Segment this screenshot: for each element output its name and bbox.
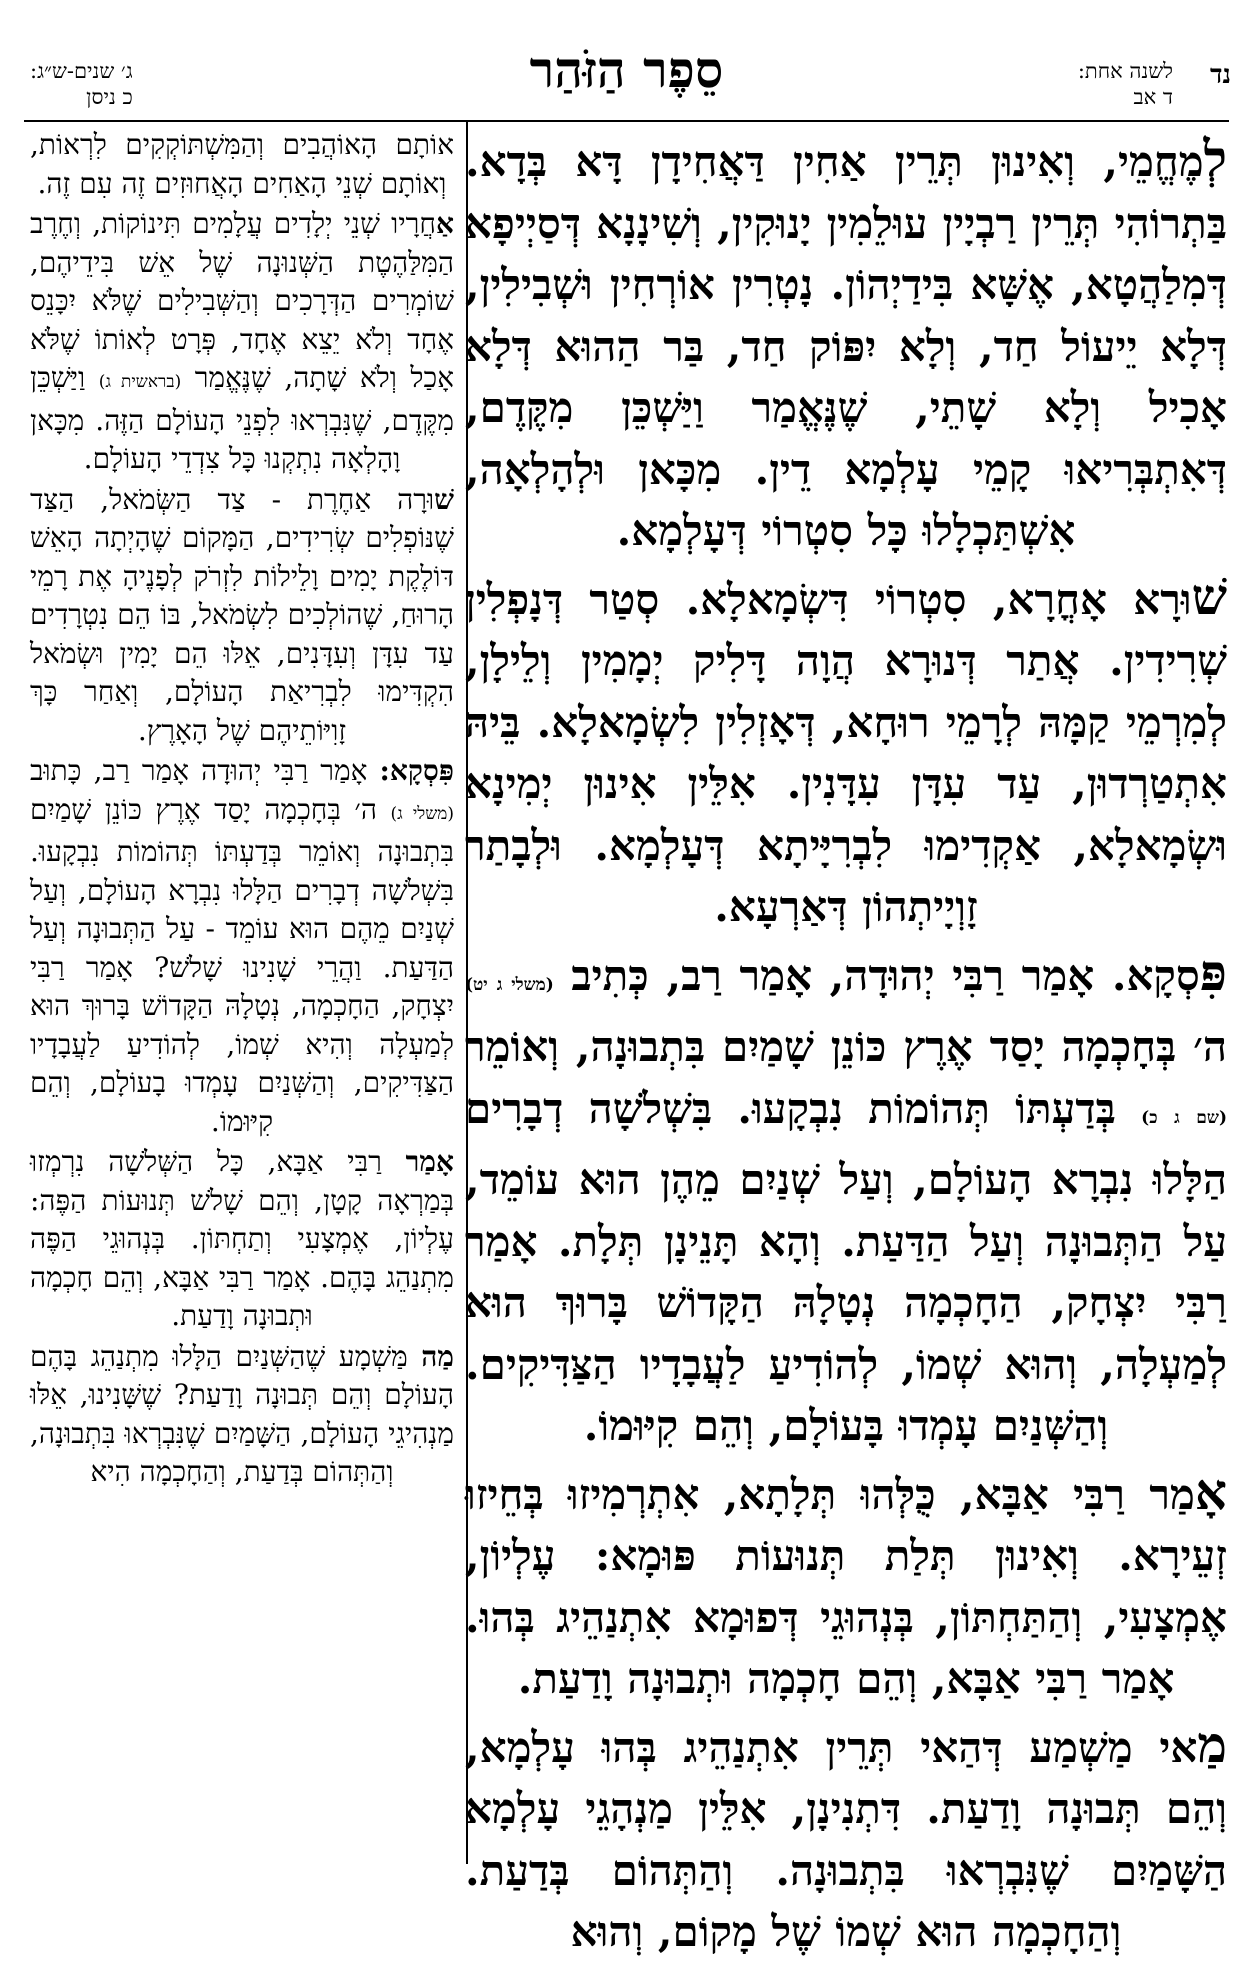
source-reference: (בראשית ג) — [98, 372, 182, 392]
translation-paragraph — [30, 126, 454, 203]
source-reference: (משלי ג) — [390, 803, 454, 824]
header-divider — [24, 120, 1229, 122]
paragraph-text: ה׳ בְּחָכְמָה יָסַד אֶרֶץ כּוֹנֵן שָׁמַיִם בִּתְבוּנָה, וְאוֹמֵר — [465, 1022, 1227, 1071]
paragraph-text: סְקָא. אָמַר רַבִּי יְהוּדָה, אָמַר רַב, כְּתִיב — [571, 950, 1200, 1000]
translation-paragraph — [30, 1338, 454, 1492]
main-paragraph — [465, 1461, 1227, 1710]
paragraph-opening: מַה — [421, 1339, 454, 1373]
paragraph-text: רַבִּי אַבָּא, כָּל הַשְּׁלֹשָׁה נִרְמְזוּ בְּמַרְאָה קָטָן, וְהֵם שָׁלֹשׁ תְּנוּעוֹת הַפֶּה: עֶלְיוֹן, אֶמְצָעִי וְתַחְתּוֹן. בְּנְהוּגֵי הַפֶּה מִתְנַהֵג בָּהֶם. אָמַר רַבִּי אַבָּא, וְהֵם חָכְמָה וּתְבוּנָה וָדַעַת. — [30, 1145, 454, 1332]
translation-paragraph — [30, 752, 454, 1141]
paragraph-text: מַר רַבִּי אַבָּא, כֻּלְּהוּ תְּלָתָא, אִתְרְמִיזוּ בְּחֵיזוּ זְעֵירָא. וְאִינוּן תְּלַת תְּנוּעוֹת פּוּמָא: עֶלְיוֹן, אֶמְצָעִי, וְהַתַּחְתּוֹן, בְּנְהוּגֵי דְּפוּמָא אִתְנַהֵיג בְּהוּ. אָמַר רַבִּי אַבָּא, וְהֵם חָכְמָה וּתְבוּנָה וָדַעַת. — [465, 1469, 1227, 1703]
main-text-column — [465, 128, 1227, 1956]
header-left-label-1: ג׳ שנים-ש״ג: — [30, 59, 133, 83]
paragraph-text: אוֹתָם הָאוֹהֲבִים וְהַמִּשְׁתּוֹקְקִים לִרְאוֹת, וְאוֹתָם שְׁנֵי הָאַחִים הָאֲחוּזִים זֶה עִם זֶה. — [30, 128, 454, 200]
source-reference: (שם ג כ) — [1141, 1107, 1227, 1128]
paragraph-text: וַיַּשְׁכֵּן מִקֶּדֶם, שֶׁנִּבְרְאוּ לִפְנֵי הָעוֹלָם הַזֶּה. מִכָּאן וָהָלְאָה נִתְקְנוּ כָּל צִדְדֵי הָעוֹלָם. — [30, 361, 454, 475]
paragraph-text: חֲרָיו שְׁנֵי יְלָדִים עֲלָמִים תִּינוֹקוֹת, וְחֶרֶב הַמִּלַּהֶטֶת הַשְּׁנוּנָה שֶׁל אֵשׁ בִּידֵיהֶם, שׁוֹמְרִים הַדְּרָכִים וְהַשְּׁבִילִים שֶׁלֹּא יִכָּנֵס אֶחָד וְלֹא יֵצֵא אֶחָד, פְּרָט לְאוֹתוֹ שֶׁלֹּא אָכַל וְלֹא שָׁתָה, שֶׁנֶּאֱמַר — [30, 207, 455, 394]
page-title: סֵפֶר הַזֹּהַר — [529, 40, 724, 99]
paragraph-text: וּרָה אַחֶרֶת - צַד הַשְּׂמֹאל, הַצַּד שֶׁנּוֹפְלִים שְׂרִידִים, הַמָּקוֹם שֶׁהָיְתָה הָאֵשׁ דּוֹלֶקֶת יָמִים וָלֵילוֹת לִזְרֹק לְפָנֶיהָ אֶת רָמֵי הָרוּחַ, שֶׁהוֹלְכִים לִשְׂמֹאל, בּוֹ הֵם נִטְרָדִים עַד עִדָּן וְעִדָּנִים, אֵלּוּ הֵם יָמִין וּשְׂמֹאל הִקְדִּימוּ לִבְרִיאַת הָעוֹלָם, וְאַחַר כָּךְ זָוִיּוֹתֵיהֶם שֶׁל הָאָרֶץ. — [30, 482, 454, 747]
paragraph-opening: אָמַר — [405, 1145, 454, 1178]
paragraph-opening: לְ — [1203, 129, 1227, 188]
paragraph-opening: מַ — [1197, 1714, 1227, 1774]
translation-paragraph — [30, 481, 454, 751]
header-left-label-2: כ ניסן — [86, 85, 133, 109]
paragraph-text: אי מַשְׁמַע דְּהַאי תְּרֵין אִתְנַהֵיג בְּהוּ עָלְמָא, וְהֵם תְּבוּנָה וָדַעַת. דִּתְנִינָן, אִלֵּין מַנְהָגֵי עָלְמָא הַשָּׁמַיִם שֶׁנִּבְרְאוּ בִּתְבוּנָה. וְהַתְּהוֹם בְּדַעַת. וְהַחָכְמָה הוּא שְׁמוֹ שֶׁל מָקוֹם, וְהוּא — [465, 1722, 1227, 1956]
paragraph-opening: פִּ — [1199, 942, 1227, 1002]
main-paragraph — [465, 942, 1227, 1457]
paragraph-opening: אָ — [1194, 1461, 1227, 1521]
header-right-label-1: לשנה אחת: — [1077, 59, 1173, 83]
translation-column — [30, 126, 454, 1870]
paragraph-text: ה׳ בְּחָכְמָה יָסַד אֶרֶץ כּוֹנֵן שָׁמַיִם בִּתְבוּנָה וְאוֹמֵר בְּדַעְתּוֹ תְּהוֹמוֹת נִבְקָעוּ. בִּשְׁלֹשָׁה דְבָרִים הַלָּלוּ נִבְרָא הָעוֹלָם, וְעַל שְׁנַיִם מֵהֶם הוּא עוֹמֵד - עַל הַתְּבוּנָה וְעַל הַדַּעַת. וַהֲרֵי שָׁנִינוּ שָׁלֹשׁ? אָמַר רַבִּי יִצְחָק, הַחָכְמָה, נְטָלָהּ הַקָּדוֹשׁ בָּרוּךְ הוּא לְמַעְלָה וְהִיא שְׁמוֹ, לְהוֹדִיעַ לַעֲבָדָיו הַצַּדִּיקִים, וְהַשְּׁנַיִם עָמְדוּ בָעוֹלָם, וְהֵם קִיּוּמוֹ. — [30, 792, 454, 1138]
paragraph-text: מֶחֱמֵי, וְאִינוּן תְּרֵין אַחִין דַּאֲחִידָן דָּא בְּדָא. בַּתְרוֹהִי תְּרֵין רַבְיָין עוּלֵמִין יָנוּקִין, וְשִׁינָנָא דְּסַיְיפָא דְּמִלַהֲטָא, אֶשָּׁא בִּידַיְהוֹן. נָטְרִין אוֹרְחִין וּשְׁבִילִין, דְּלָא יֵיעוֹל חַד, וְלָא יִפּוֹק חַד, בַּר הַהוּא דְּלָא אָכִיל וְלָא שָׁתֵי, שֶׁנֶּאֱמַר וַיַּשְׁכֵּן מִקֶּדֶם, דְּאִתְבְּרִיאוּ קָמֵי עָלְמָא דֵין. מִכָּאן וּלְהָלְאָה, אִשְׁתַּכְלָלוּ כָּל סִטְרוֹי דְּעָלְמָא. — [465, 137, 1227, 555]
main-paragraph — [465, 1714, 1227, 1963]
translation-paragraph — [30, 1143, 454, 1336]
paragraph-opening: שׁ — [1191, 566, 1227, 626]
paragraph-text: וּרָא אָחֳרָא, סִטְרוֹי דִּשְׂמָאלָא. סְטַר דְּנָפְלִין שְׁרִידִין. אֲתַר דְּנוּרָא הֲוָה דָּלִיק יְמָמִין וְלֵילָן, לְמִרְמֵי קַמָּהּ לְרָמֵי רוּחָא, דְּאָזְלִין לִשְׂמָאלָא. בֵּיהּ אִתְטַרְדוּן, עַד עִדָּן עִדָּנִין. אִלֵּין אִינוּן יְמִינָא וּשְׂמָאלָא, אַקְדִימוּ לִבְרִיָּיתָא דְּעָלְמָא. וּלְבָתַר זָוְיָיתְהוֹן דְּאַרְעָא. — [465, 574, 1227, 931]
header-left-labels — [30, 58, 133, 110]
paragraph-opening: שׁ — [434, 482, 454, 516]
header-right-label-2: ד אב — [1133, 85, 1173, 109]
source-reference: (משלי ג יט) — [465, 974, 554, 995]
main-paragraph — [465, 128, 1227, 562]
paragraph-opening: אַ — [436, 207, 454, 240]
translation-paragraph — [30, 205, 454, 479]
page-number: נד — [1210, 60, 1231, 90]
paragraph-text: בְּדַעְתּוֹ תְּהוֹמוֹת נִבְקָעוּ. בִּשְׁלֹשָׁה דְבָרִים הַלָּלוּ נִבְרָא הָעוֹלָם, וְעַל שְׁנַיִם מֵהֶן הוּא עוֹמֵד, עַל הַתְּבוּנָה וְעַל הַדַּעַת. וְהָא תָּנֵינָן תְּלָת. אָמַר רַבִּי יִצְחָק, הַחָכְמָה נְטָלָהּ הַקָּדוֹשׁ בָּרוּךְ הוּא לְמַעְלָה, וְהוּא שְׁמוֹ, לְהוֹדִיעַ לַעֲבָדָיו הַצַּדִּיקִים. וְהַשְּׁנַיִם עָמְדוּ בָּעוֹלָם, וְהֵם קִיּוּמוֹ. — [465, 1083, 1227, 1450]
paragraph-text: אָמַר רַבִּי יְהוּדָה אָמַר רַב, כָּתוּב — [30, 754, 380, 787]
main-paragraph — [465, 566, 1227, 938]
paragraph-text: מַּשְׁמָע שֶׁהַשְּׁנַיִם הַלָּלוּ מִתְנַהֵג בָּהֶם הָעוֹלָם וְהֵם תְּבוּנָה וָדַעַת? שֶׁשָּׁנִינוּ, אֵלּוּ מַנְהִיגֵי הָעוֹלָם, הַשָּׁמַיִם שֶׁנִּבְרְאוּ בִּתְבוּנָה, וְהַתְּהוֹם בְּדַעַת, וְהַחָכְמָה הִיא — [30, 1339, 454, 1488]
paragraph-opening: פִּסְקָא: — [379, 754, 454, 787]
